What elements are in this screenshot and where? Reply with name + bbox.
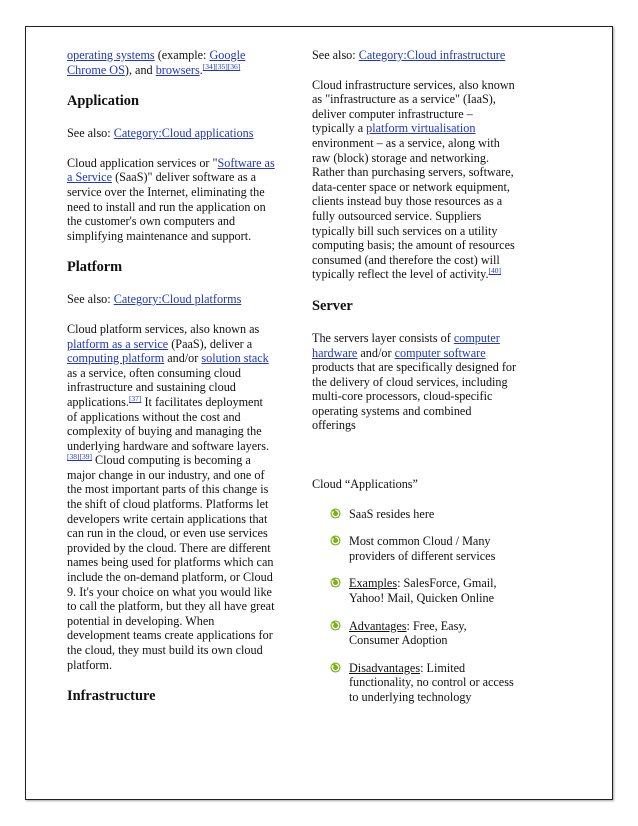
list-item <box>312 507 517 522</box>
circular-arrow-bullet-icon <box>330 577 341 588</box>
operating-systems-link[interactable]: operating systems <box>67 48 155 62</box>
see-also-infrastructure <box>312 48 517 63</box>
category-cloud-infrastructure-link[interactable]: Category:Cloud infrastructure <box>358 48 506 62</box>
heading-application: Application <box>67 93 139 110</box>
bullet-text: SaaS resides here <box>349 506 435 521</box>
platform-virtualisation-link[interactable]: platform virtualisation <box>366 121 476 136</box>
solution-stack-link[interactable]: solution stack <box>201 351 269 366</box>
circular-arrow-bullet-icon <box>330 662 341 673</box>
infrastructure-paragraph <box>312 78 517 282</box>
see-also-label: See also: <box>312 48 359 62</box>
category-cloud-applications-link[interactable]: Category:Cloud applications <box>113 126 254 141</box>
circular-arrow-bullet-icon <box>330 535 341 546</box>
citation-34-36[interactable]: [34][35][36] <box>202 61 241 71</box>
paragraph-text: as a service, often consuming cloud infrastructure and sustaining cloud applications. <box>67 365 241 409</box>
intro-paragraph <box>67 48 275 77</box>
intro-text: (example: <box>154 48 210 62</box>
list-item <box>312 619 517 648</box>
bullet-text: : SalesForce, Gmail, Yahoo! Mail, Quicken Online <box>349 576 497 606</box>
platform-paragraph <box>67 322 275 672</box>
paragraph-text: (SaaS)" deliver software as a service over the Internet, eliminating the need to install and run the application on the customer's own computers and simplifying maintenance and support. <box>67 170 266 243</box>
category-cloud-platforms-link[interactable]: Category:Cloud platforms <box>113 292 242 307</box>
circular-arrow-bullet-icon <box>330 508 341 519</box>
computer-hardware-link[interactable]: computer hardware <box>312 330 500 360</box>
server-paragraph <box>312 331 517 433</box>
see-also-applications <box>67 126 275 141</box>
bullet-label: Advantages <box>349 618 407 633</box>
paragraph-text: environment – as a service, along with raw (block) storage and networking. Rather than purchasing servers, software, data-center space or network equipment, clients instead buy those resources as a fully outsourced service. Suppliers typically bill such services on a utility computing basis; the amount of resources consumed (and therefore the cost) will typically reflect the level of activity. <box>312 135 515 282</box>
paragraph-text: (PaaS), deliver a <box>168 336 253 351</box>
paragraph-text: Cloud application services or " <box>67 155 218 170</box>
intro-text: ), and <box>124 62 156 77</box>
list-item <box>312 661 517 705</box>
heading-server: Server <box>312 297 353 314</box>
list-item <box>312 534 517 563</box>
see-also-platforms <box>67 292 275 307</box>
computing-platform-link[interactable]: computing platform <box>67 351 165 366</box>
bullet-text: : Limited functionality, no control or access to underlying technology <box>349 660 514 704</box>
paragraph-text: Cloud infrastructure services, also known as "infrastructure as a service" (IaaS), deliver computer infrastructure – typically a <box>312 77 515 136</box>
paragraph-text: It facilitates deployment of applications without the cost and complexity of buying and managing the underlying hardware and software layers. <box>67 394 270 453</box>
paragraph-text: and/or <box>164 351 202 366</box>
application-paragraph <box>67 156 275 244</box>
browsers-link[interactable]: browsers <box>155 62 200 77</box>
see-also-label: See also: <box>67 292 114 307</box>
computer-software-link[interactable]: computer software <box>394 345 486 360</box>
citation-40[interactable]: [40] <box>488 266 502 276</box>
bullet-text: : Free, Easy, Consumer Adoption <box>349 618 467 648</box>
paragraph-text: Cloud platform services, also known as <box>67 321 260 336</box>
paragraph-text: products that are specifically designed for the delivery of cloud services, including multi-core processors, cloud-specific operating systems and combined offerings <box>312 360 517 433</box>
cloud-applications-list <box>312 507 517 705</box>
right-column <box>312 48 517 718</box>
paragraph-text: The servers layer consists of <box>312 330 454 345</box>
heading-infrastructure: Infrastructure <box>67 688 156 705</box>
citation-38-39[interactable]: [38][39] <box>67 452 92 462</box>
bullet-text: Most common Cloud / Many providers of different services <box>349 534 496 563</box>
heading-platform: Platform <box>67 259 123 276</box>
google-chrome-os-link[interactable]: Google Chrome OS <box>67 48 246 77</box>
circular-arrow-bullet-icon <box>330 620 341 631</box>
platform-as-a-service-link[interactable]: platform as a service <box>67 336 169 351</box>
see-also-label: See also: <box>67 126 114 141</box>
bullet-label: Examples <box>349 576 398 591</box>
list-item <box>312 576 517 605</box>
paragraph-text: and/or <box>357 345 395 360</box>
bullet-label: Disadvantages <box>349 660 421 675</box>
intro-text: . <box>199 62 203 77</box>
cloud-applications-title: Cloud “Applications” <box>312 477 418 492</box>
citation-37[interactable]: [37] <box>128 393 142 403</box>
paragraph-text: Cloud computing is becoming a major change in our industry, and one of the most important parts of this change is the shift of cloud platforms. Platforms let developers write certain applications that can run in the cloud, or even use services provided by the cloud. There are different names being used for platforms which can include the on-demand platform, or Cloud 9. It's your choice on what you would like to call the platform, but they all have great potential in developing. When development teams create applications for the cloud, they must build its own cloud platform. <box>67 453 275 672</box>
left-column <box>67 48 275 721</box>
software-as-a-service-link[interactable]: Software as a Service <box>67 155 275 185</box>
